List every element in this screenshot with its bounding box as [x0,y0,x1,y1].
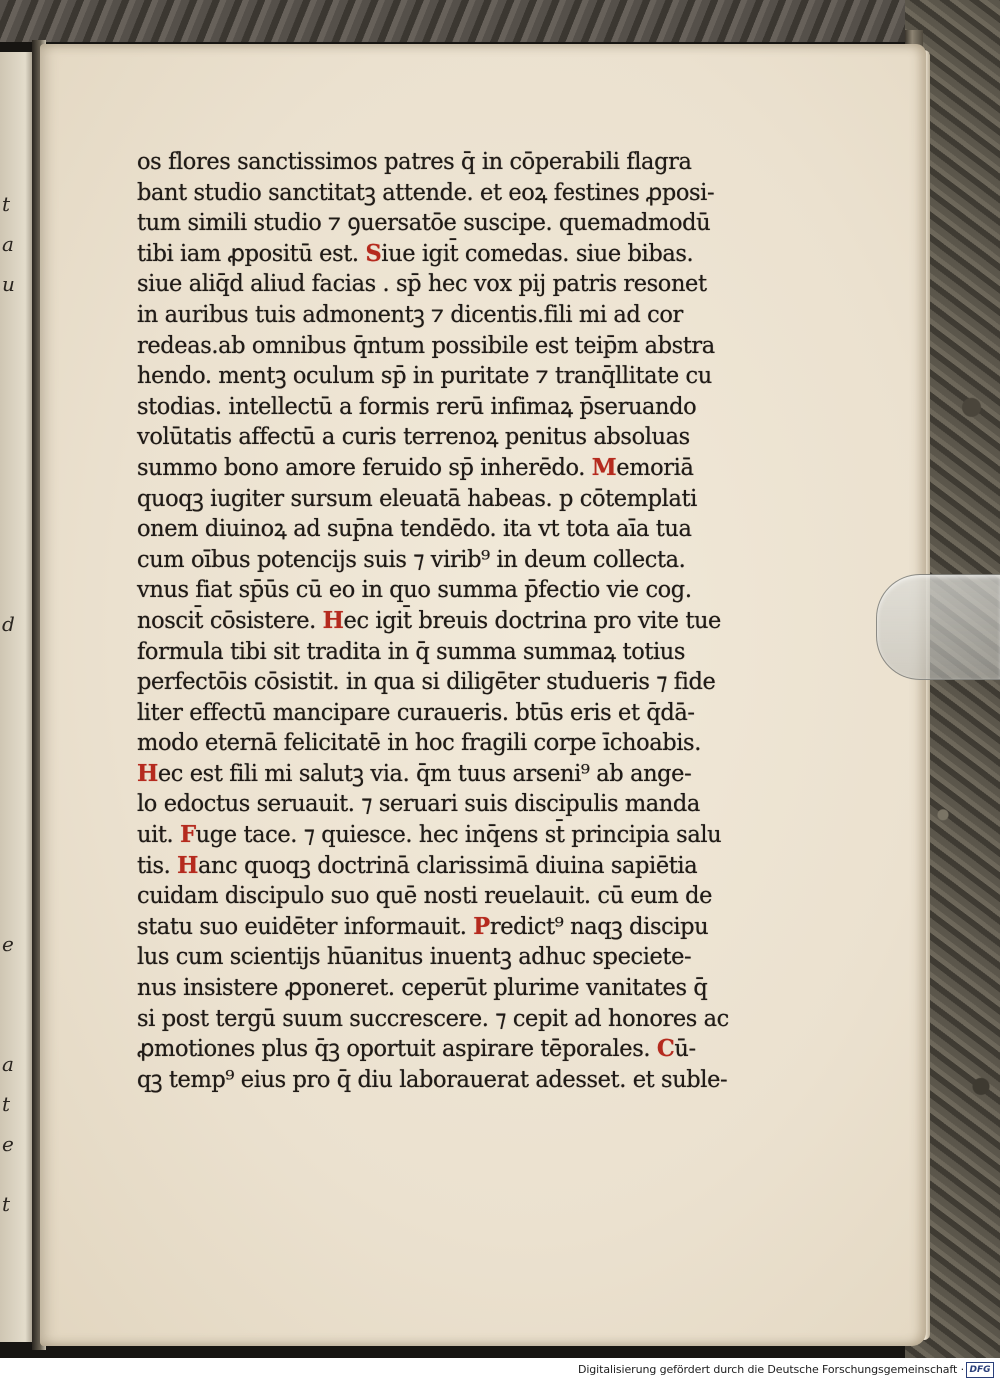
line-text: os flores sanctissimos patres q̄ in cōperabili flagra [137,149,692,175]
text-line [137,208,749,239]
line-text: formula tibi sit tradita in q̄ summa summaꝝ totius [137,638,686,665]
line-text-rest: emoriā [616,454,694,481]
rubricated-initial: S [365,239,382,267]
line-text: onem diuinoꝝ ad sup̄na tendēdo. ita vt tota aīa tua [137,516,692,543]
line-text: vnus fiat sp̄ūs cū eo in quo summa p̄fectio vie cog. [137,577,692,604]
line-text: stodias. intellectū a formis rerū infimaꝝ p̄seruando [137,393,697,420]
text-line [137,453,749,484]
line-text-rest: ec est fili mi salutꝫ via. q̄m tuus arseni⁹ ab ange- [157,760,692,787]
line-text: tibi iam ꝓpositū est. [137,240,366,267]
line-text: summo bono amore feruido sp̄ inherēdo. [137,454,592,481]
line-text-rest: anc quoqꝫ doctrinā clarissimā diuina sapiētia [198,852,698,879]
line-text: cum oībus potencijs suis ⁊ virib⁹ in deum collecta. [137,546,686,573]
text-line [137,147,749,178]
line-text: perfectōis cōsistit. in qua si diligēter studueris ⁊ fide [137,669,716,696]
line-text: cuidam discipulo suo quē nosti reuelauit. cū eum de [137,883,713,910]
line-text: uit. [137,822,181,849]
text-line [137,269,749,300]
line-text: noscit̄ cōsistere. [137,607,323,634]
line-text-rest: ec igit̄ breuis doctrina pro vite tue [343,607,721,634]
line-text: siue aliq̄d aliud facias . sp̄ hec vox pij patris resonet [137,271,707,298]
text-line [137,637,749,668]
text-line [137,1065,749,1096]
text-line [137,331,749,362]
line-text: lo edoctus seruauit. ⁊ seruari suis discipulis manda [137,791,700,818]
line-text-rest: uge tace. ⁊ quiesce. hec inq̄ens st̄ principia salu [195,822,722,849]
line-text: bant studio sanctitatꝫ attende. et eoꝝ festines ꝓposi- [137,179,715,206]
text-line [137,178,749,209]
text-line [137,514,749,545]
line-text: si post tergū suum succrescere. ⁊ cepit ad honores ac [137,1005,729,1032]
text-line [137,881,749,912]
text-line [137,361,749,392]
text-line [137,392,749,423]
line-text: statu suo euidēter informauit. [137,913,474,940]
text-line [137,239,749,270]
facing-page-letter: u [2,272,15,296]
text-line [137,820,749,851]
text-line [137,422,749,453]
text-line [137,1034,749,1065]
dfg-logo: DFG [966,1362,994,1378]
line-text: tum simili studio ⁊ ꝯuersatōe suscipe. quemadmodū [137,210,711,237]
text-line [137,973,749,1004]
facing-page-left [0,52,36,1342]
rubricated-initial: P [473,912,490,940]
rubricated-initial: H [137,759,158,787]
line-text: modo eternā felicitatē in hoc fragili corpe īchoabis. [137,730,701,757]
plastic-page-clip [876,574,1000,680]
text-line [137,789,749,820]
rubricated-initial: F [180,821,196,849]
facing-page-letter: e [2,932,14,956]
line-text: liter effectū mancipare curaueris. btūs eris et q̄dā- [137,699,695,726]
line-text: lus cum scientijs hūanitus inuentꝫ adhuc speciete- [137,944,692,971]
line-text: hendo. mentꝫ oculum sp̄ in puritate ⁊ tranq̄llitate cu [137,363,712,390]
rubricated-initial: H [177,851,199,879]
text-line [137,912,749,943]
facing-page-letter: a [2,232,14,256]
text-line [137,484,749,515]
text-line [137,300,749,331]
line-text: in auribus tuis admonentꝫ ⁊ dicentis.fili mi ad cor [137,301,683,328]
funding-credit: Digitalisierung gefördert durch die Deutsche Forschungsgemeinschaft · [577,1363,964,1376]
text-line [137,1004,749,1035]
facing-page-letter: e [2,1132,14,1156]
line-text: nus insistere ꝓponeret. ceperūt plurime vanitates q̄ [137,975,708,1002]
text-line [137,942,749,973]
page-text-block [137,147,763,1095]
facing-page-letter: t [2,192,11,216]
rubricated-initial: H [322,606,344,634]
line-text-rest: iue igit̄ comedas. siue bibas. [381,240,694,267]
text-line [137,698,749,729]
facing-page-letter: t [2,1192,11,1216]
line-text: tis. [137,852,178,879]
text-line [137,545,749,576]
line-text: redeas.ab omnibus q̄ntum possibile est teip̄m abstra [137,332,715,359]
line-text: ꝓmotiones plus q̄ꝫ oportuit aspirare tēporales. [137,1036,657,1063]
facing-page-letter: d [2,612,15,636]
line-text: volūtatis affectū a curis terrenoꝝ penitus absoluas [137,424,690,451]
facing-page-letter: a [2,1052,14,1076]
line-text-rest: redict⁹ naqꝫ discipu [489,913,709,940]
text-line [137,851,749,882]
text-line [137,728,749,759]
text-line [137,606,749,637]
text-line [137,667,749,698]
rubricated-initial: C [656,1035,675,1063]
text-line [137,759,749,790]
cover-board-top [0,0,1000,42]
line-text: quoqꝫ iugiter sursum eleuatā habeas. p cōtemplati [137,485,697,512]
facing-page-letter: t [2,1092,11,1116]
rubricated-initial: M [591,453,617,481]
text-line [137,575,749,606]
line-text-rest: ū- [674,1036,696,1063]
line-text: qꝫ temp⁹ eius pro q̄ diu laborauerat adesset. et suble- [137,1066,728,1093]
